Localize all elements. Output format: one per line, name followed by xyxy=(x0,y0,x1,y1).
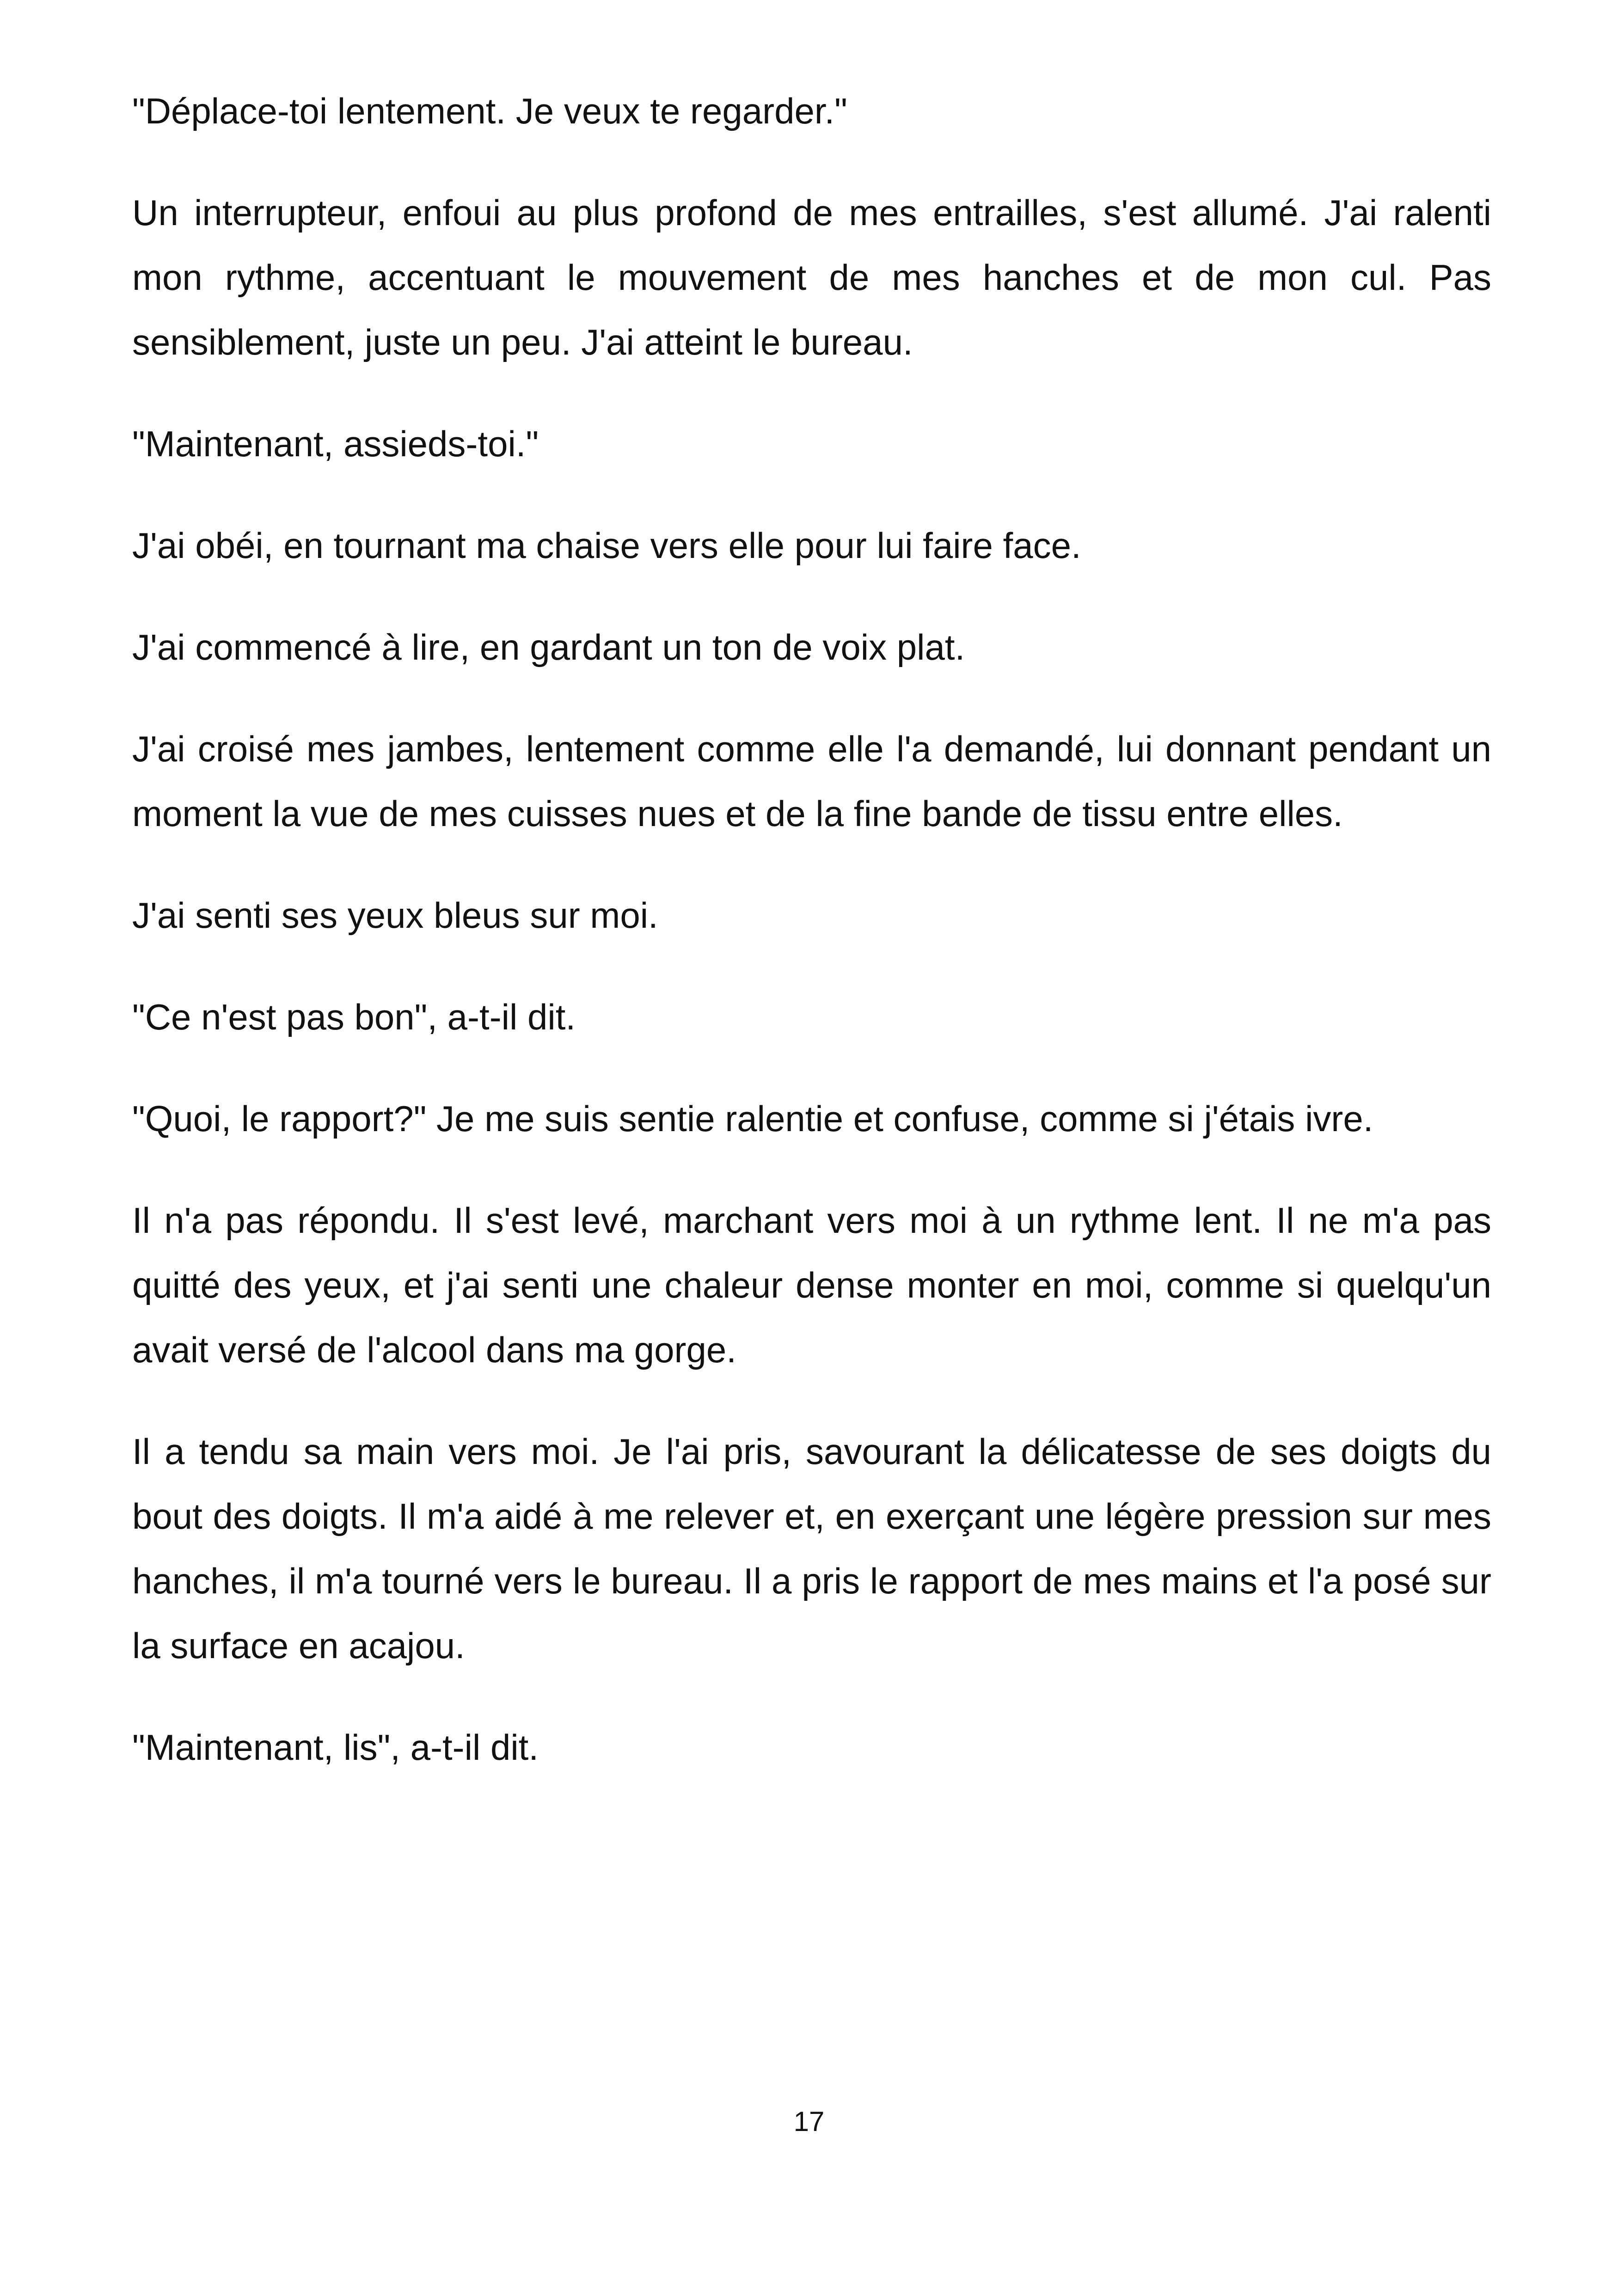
paragraph: J'ai croisé mes jambes, lentement comme elle l'a demandé, lui donnant pendant un moment la vue de mes cuisses nues et de la fine bande de tissu entre elles. xyxy=(132,729,1491,834)
paragraph: Il a tendu sa main vers moi. Je l'ai pris, savourant la délicatesse de ses doigts du bout des doigts. Il m'a aidé à me relever et, en exerçant une légère pression sur mes hanches, il m'a tourné vers le bureau. Il a pris le rapport de mes mains et l'a posé sur la surface en acajou. xyxy=(132,1431,1491,1666)
paragraph: J'ai obéi, en tournant ma chaise vers elle pour lui faire face. xyxy=(132,525,1081,566)
paragraph: "Déplace-toi lentement. Je veux te regarder." xyxy=(132,91,847,131)
paragraph: "Maintenant, lis", a-t-il dit. xyxy=(132,1727,539,1768)
paragraph: J'ai commencé à lire, en gardant un ton de voix plat. xyxy=(132,627,965,667)
paragraph: J'ai senti ses yeux bleus sur moi. xyxy=(132,895,658,936)
text-body xyxy=(132,79,1491,1817)
paragraph: "Quoi, le rapport?" Je me suis sentie ralentie et confuse, comme si j'étais ivre. xyxy=(132,1098,1373,1139)
paragraph: Un interrupteur, enfoui au plus profond de mes entrailles, s'est allumé. J'ai ralenti mon rythme, accentuant le mouvement de mes hanches et de mon cul. Pas sensiblement, juste un peu. J'ai atteint le bureau. xyxy=(132,192,1491,362)
paragraph: Il n'a pas répondu. Il s'est levé, marchant vers moi à un rythme lent. Il ne m'a pas quitté des yeux, et j'ai senti une chaleur dense monter en moi, comme si quelqu'un avait versé de l'alcool dans ma gorge. xyxy=(132,1200,1491,1370)
page-number: 17 xyxy=(793,2106,825,2137)
paragraph: "Ce n'est pas bon", a-t-il dit. xyxy=(132,997,576,1037)
paragraph: "Maintenant, assieds-toi." xyxy=(132,423,539,464)
